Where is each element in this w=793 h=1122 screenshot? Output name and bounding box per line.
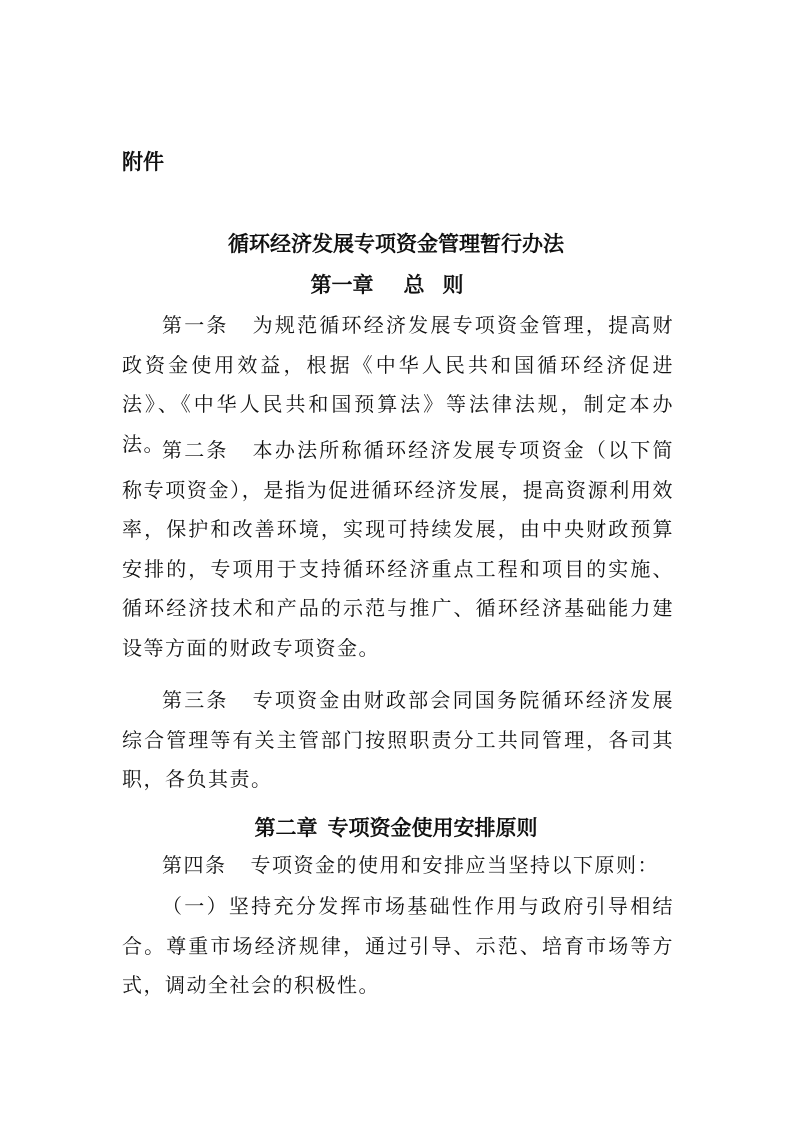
- article-4-number: 第四条: [162, 853, 227, 877]
- chapter-2-name: 专项资金使用安排原则: [327, 816, 538, 840]
- article-2: [122, 431, 674, 668]
- chapter-1-number: 第一章: [310, 273, 374, 297]
- article-3-text: 专项资金由财政部会同国务院循环经济发展综合管理等有关主管部门按照职责分工共同管理，各司其职，各负其责。: [122, 688, 675, 791]
- article-1-number: 第一条: [162, 313, 229, 337]
- article-2-text: 本办法所称循环经济发展专项资金（以下简称专项资金），是指为促进循环经济发展，提高资源利用效率，保护和改善环境，实现可持续发展，由中央财政预算安排的，专项用于支持循环经济重点工程和项目的实施、循环经济技术和产品的示范与推广、循环经济基础能力建设等方面的财政专项资金。: [122, 438, 675, 660]
- article-3-number: 第三条: [162, 688, 229, 712]
- principle-1: （一）坚持充分发挥市场基础性作用与政府引导相结合。尊重市场经济规律，通过引导、示范、培育市场等方式，调动全社会的积极性。: [122, 894, 674, 997]
- article-4-text: 专项资金的使用和安排应当坚持以下原则：: [250, 853, 659, 877]
- chapter-2-heading: [116, 814, 676, 842]
- article-3: [122, 681, 674, 800]
- chapter-2-number: 第二章: [254, 816, 318, 840]
- document-title: 循环经济发展专项资金管理暂行办法: [228, 232, 564, 256]
- chapter-1-heading: [116, 271, 676, 299]
- article-4: [122, 846, 674, 886]
- attachment-label: 附件: [122, 150, 164, 174]
- chapter-1-name: 总则: [403, 273, 482, 297]
- article-1-text: 为规范循环经济发展专项资金管理，提高财政资金使用效益，根据《中华人民共和国循环经济促进法》、《中华人民共和国预算法》等法律法规，制定本办法。: [122, 313, 675, 456]
- article-2-number: 第二条: [162, 438, 229, 462]
